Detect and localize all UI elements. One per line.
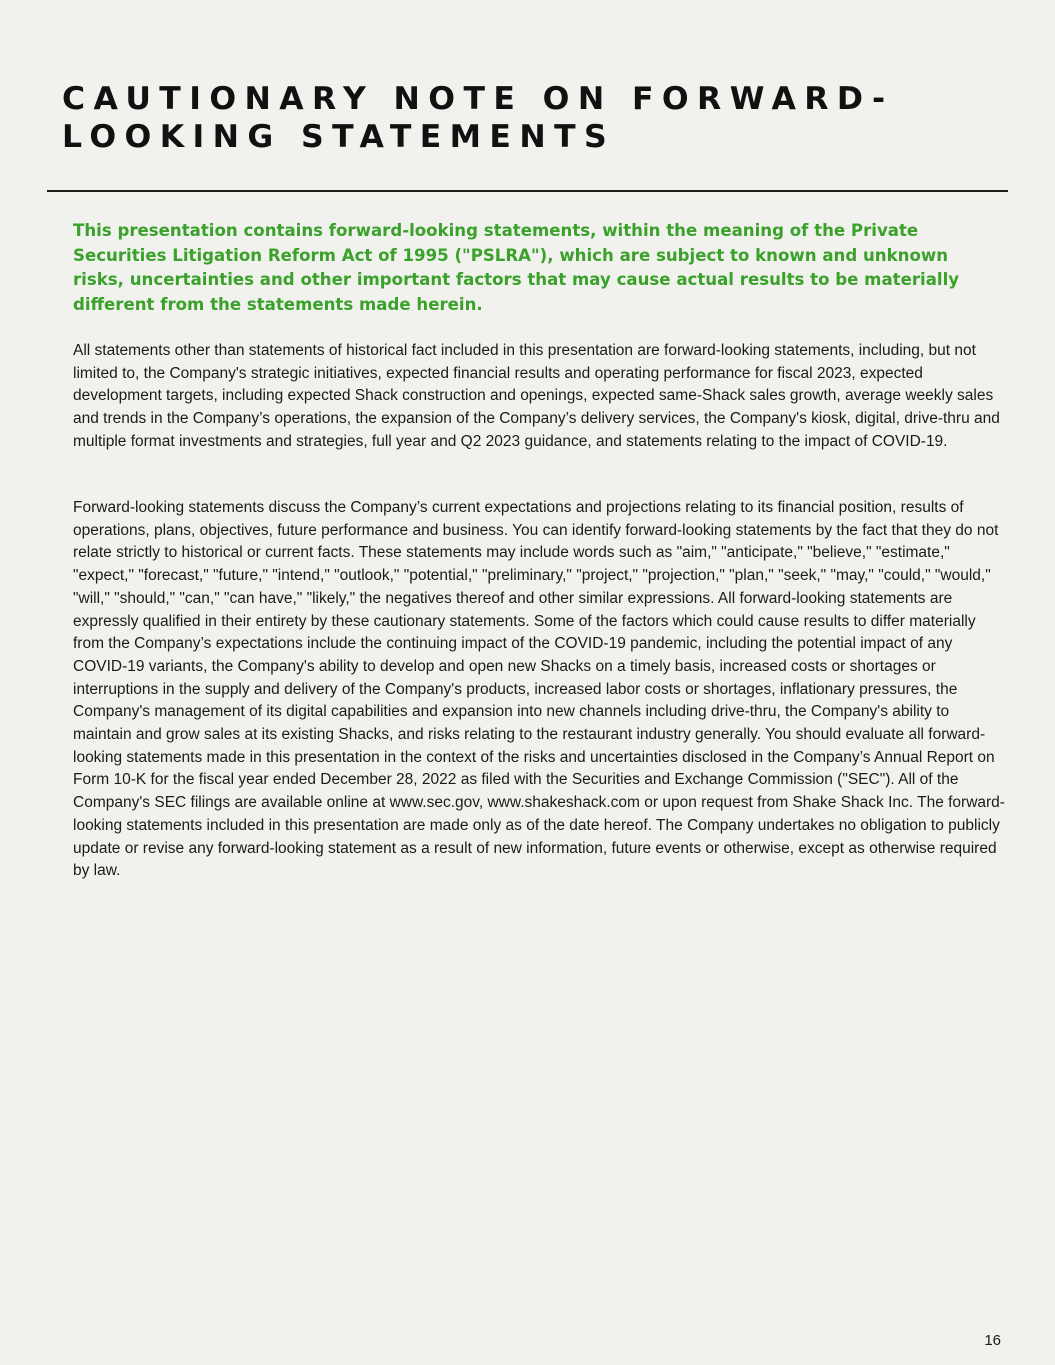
title-divider xyxy=(47,190,1008,192)
body-paragraph-1: All statements other than statements of historical fact included in this presentation are forward-looking statements, including, but not limited to, the Company's strategic initiatives, expected financial results and operating performance for fiscal 2023, expected development targets, including expected Shack construction and openings, expected same-Shack sales growth, average weekly sales and trends in the Company’s operations, the expansion of the Company’s delivery services, the Company's kiosk, digital, drive-thru and multiple format investments and strategies, full year and Q2 2023 guidance, and statements relating to the impact of COVID-19. xyxy=(73,342,1000,450)
lead-statement: This presentation contains forward-looking statements, within the meaning of the Private Securities Litigation Reform Act of 1995 ("PSLRA"), which are subject to known and unknown risks, uncertainties and other important factors that may cause actual results to be materially different from the statements made herein. xyxy=(73,221,960,314)
page-number: 16 xyxy=(984,1332,1001,1349)
page-title: CAUTIONARY NOTE ON FORWARD-LOOKING STATEMENTS xyxy=(62,81,894,155)
body-paragraph-2: Forward-looking statements discuss the Company’s current expectations and projections relating to its financial position, results of operations, plans, objectives, future performance and business. You can identify forward-looking statements by the fact that they do not relate strictly to historical or current facts. These statements may include words such as "aim," "anticipate," "believe," "estimate," "expect," "forecast," "future," "intend," "outlook," "potential," "preliminary," "project," "projection," "plan," "seek," "may," "could," "would," "will," "should," "can," "can have," "likely," the negatives thereof and other similar expressions. All forward-looking statements are expressly qualified in their entirety by these cautionary statements. Some of the factors which could cause results to differ materially from the Company’s expectations include the continuing impact of the COVID-19 pandemic, including the potential impact of any COVID-19 variants, the Company's ability to develop and open new Shacks on a timely basis, increased costs or shortages or interruptions in the supply and delivery of the Company's products, increased labor costs or shortages, inflationary pressures, the Company's management of its digital capabilities and expansion into new channels including drive-thru, the Company's ability to maintain and grow sales at its existing Shacks, and risks relating to the restaurant industry generally. You should evaluate all forward-looking statements made in this presentation in the context of the risks and uncertainties disclosed in the Company’s Annual Report on Form 10-K for the fiscal year ended December 28, 2022 as filed with the Securities and Exchange Commission ("SEC"). All of the Company's SEC filings are available online at www.sec.gov, www.shakeshack.com or upon request from Shake Shack Inc. The forward-looking statements included in this presentation are made only as of the date hereof. The Company undertakes no obligation to publicly update or revise any forward-looking statement as a result of new information, future events or otherwise, except as otherwise required by law. xyxy=(73,499,1005,880)
